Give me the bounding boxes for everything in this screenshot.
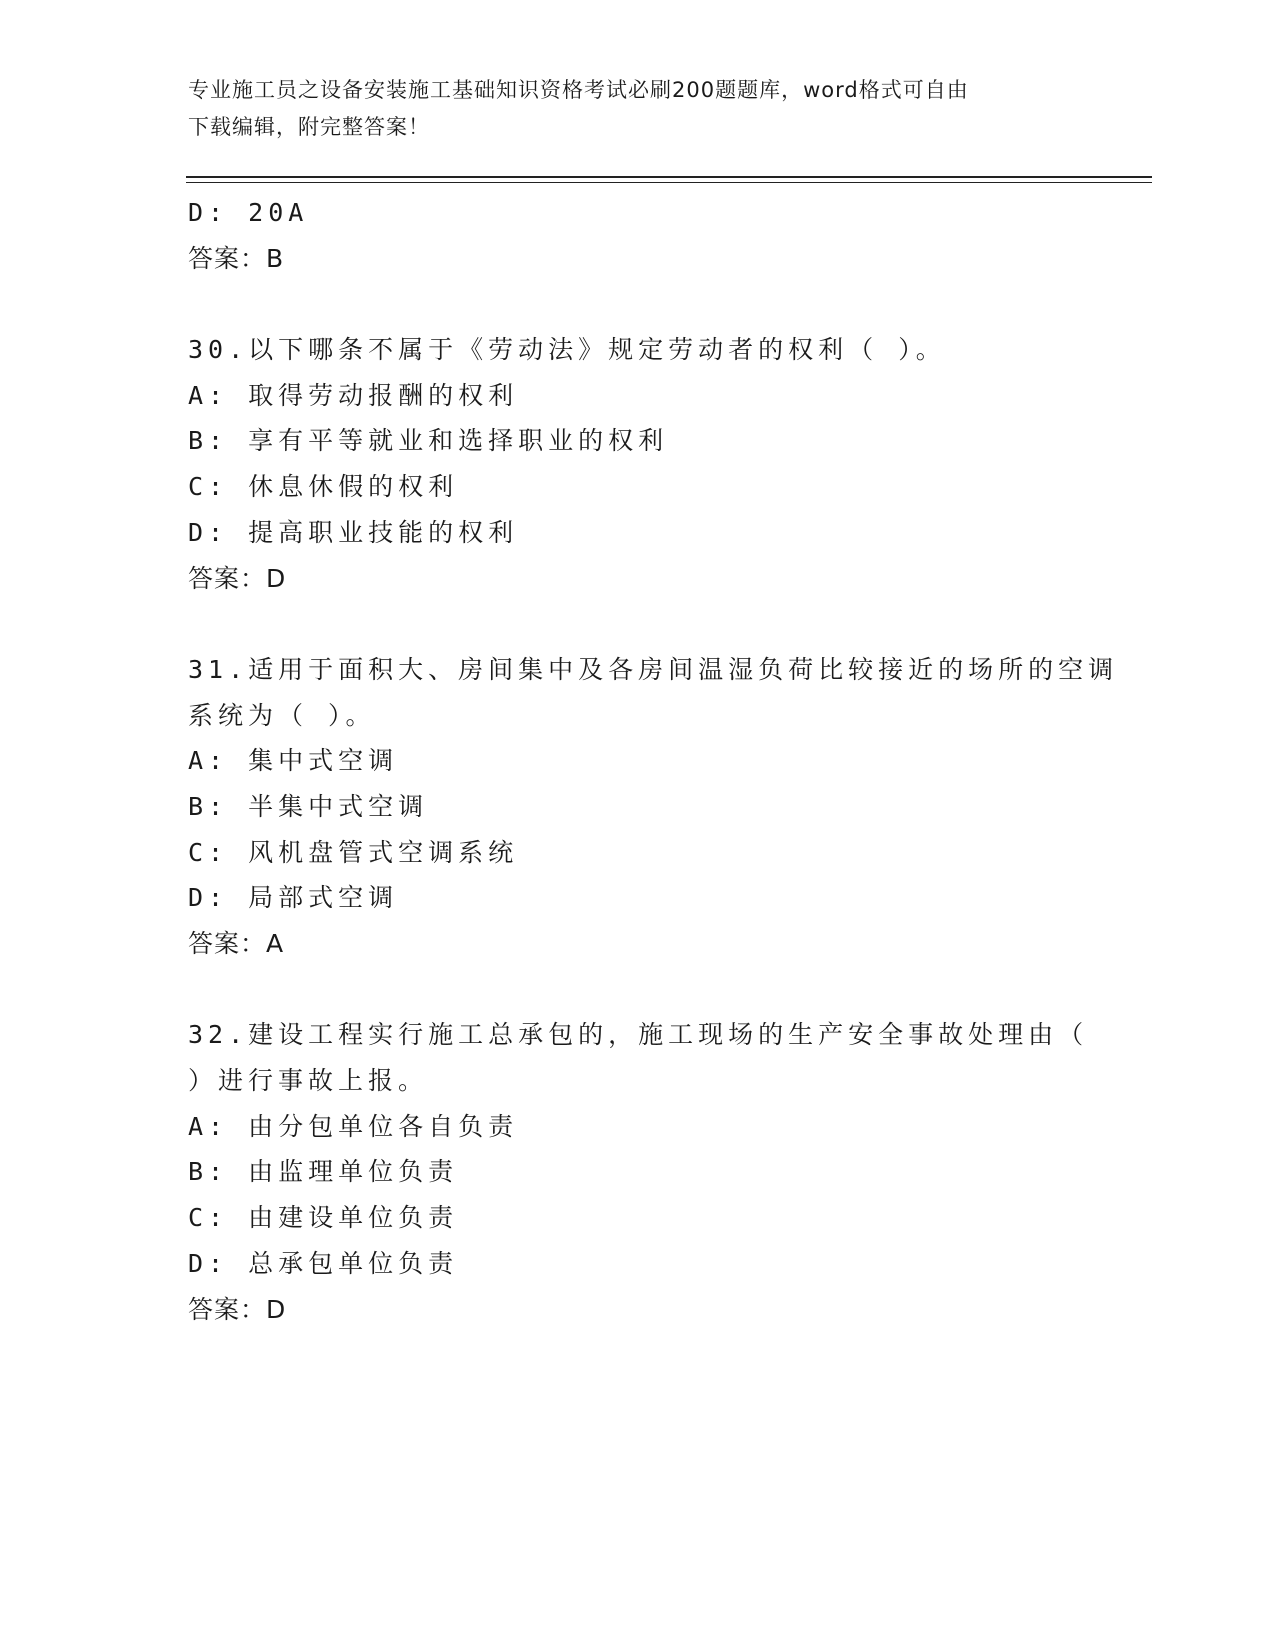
option-a: A: 由分包单位各自负责 xyxy=(188,1111,519,1141)
option-a: A: 取得劳动报酬的权利 xyxy=(188,380,519,410)
option-c: C: 休息休假的权利 xyxy=(188,472,459,502)
stem-line: ）进行事故上报。 xyxy=(188,1066,429,1096)
spacer xyxy=(188,601,1088,647)
spacer xyxy=(188,967,1088,1013)
option-c: C: 由建设单位负责 xyxy=(188,1203,459,1233)
leading-option-d: D: 20A xyxy=(188,198,309,227)
question-stem xyxy=(188,1012,1088,1103)
question-31 xyxy=(188,647,1119,967)
answer: 答案：A xyxy=(188,929,285,958)
document-body xyxy=(188,190,1119,1332)
question-32 xyxy=(188,1012,1088,1332)
header-rule-thick xyxy=(186,176,1152,178)
option-c: C: 风机盘管式空调系统 xyxy=(188,837,519,867)
question-stem xyxy=(188,327,1088,373)
question-stem xyxy=(188,647,1119,738)
leading-answer: 答案：B xyxy=(188,243,285,273)
header-line-1: 专业施工员之设备安装施工基础知识资格考试必刷200题题库，word格式可自由 xyxy=(188,78,969,102)
header-rule-thin xyxy=(186,182,1152,183)
option-a: A: 集中式空调 xyxy=(188,746,399,776)
header-line-2: 下载编辑，附完整答案！ xyxy=(188,115,430,139)
option-b: B: 半集中式空调 xyxy=(188,791,429,821)
option-b: B: 享有平等就业和选择职业的权利 xyxy=(188,426,669,456)
stem-line: 30.以下哪条不属于《劳动法》规定劳动者的权利（ ）。 xyxy=(188,335,946,365)
document-header xyxy=(188,72,1088,146)
question-30 xyxy=(188,327,1088,601)
option-d: D: 提高职业技能的权利 xyxy=(188,517,519,547)
option-d: D: 总承包单位负责 xyxy=(188,1248,459,1278)
option-d: D: 局部式空调 xyxy=(188,883,399,913)
option-b: B: 由监理单位负责 xyxy=(188,1157,459,1187)
stem-line: 32.建设工程实行施工总承包的，施工现场的生产安全事故处理由（ xyxy=(188,1020,1089,1050)
answer: 答案：D xyxy=(188,563,287,593)
answer: 答案：D xyxy=(188,1294,287,1324)
stem-line: 31.适用于面积大、房间集中及各房间温湿负荷比较接近的场所的空调 xyxy=(188,654,1119,684)
spacer xyxy=(188,281,1088,327)
stem-line: 系统为（ ）。 xyxy=(188,700,376,730)
